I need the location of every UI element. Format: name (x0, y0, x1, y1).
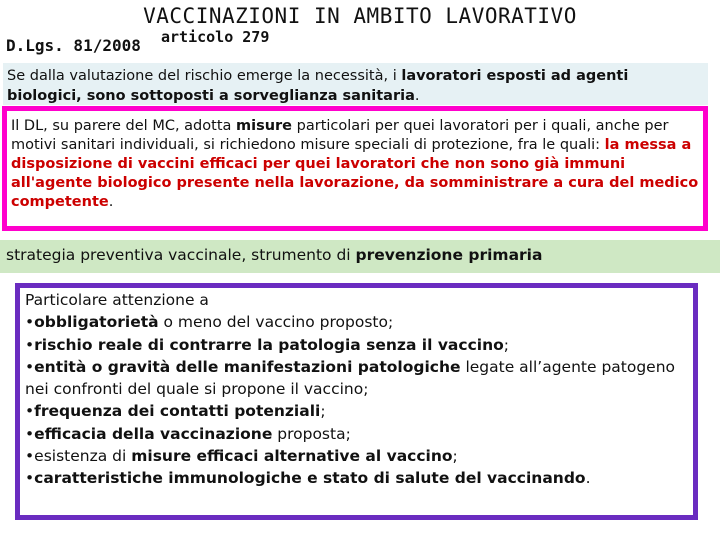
strategy-text: strategia preventiva vaccinale, strumento di (6, 246, 356, 264)
item-text: ; (452, 447, 458, 466)
bullet: • (25, 357, 35, 376)
law-reference: D.Lgs. 81/2008 (6, 36, 141, 55)
bullet: • (25, 335, 35, 354)
item-bold: rischio reale di contrarre la patologia senza il vaccino (34, 335, 504, 354)
box2-bold: misure (236, 118, 293, 134)
list-item (25, 334, 688, 356)
list-item (25, 445, 688, 467)
strategy-bold: prevenzione primaria (355, 246, 543, 264)
item-bold: frequenza dei contatti potenziali (34, 402, 321, 421)
box1-text: Se dalla valutazione del rischio emerge la necessità, i (7, 68, 402, 84)
item-text: ; (503, 335, 509, 354)
item-text: legate all’agente patogeno nei confronti del quale si propone il vaccino; (25, 357, 676, 399)
item-text: ; (320, 402, 326, 421)
list-item (25, 400, 688, 422)
box1-end: . (414, 88, 420, 104)
bullet: • (25, 469, 35, 488)
item-text: . (585, 469, 591, 488)
attention-intro: Particolare attenzione a (25, 291, 209, 309)
item-bold: caratteristiche immunologiche e stato di salute del vaccinando (34, 469, 586, 488)
item-bold: efficacia della vaccinazione (34, 424, 273, 443)
risk-assessment-box (3, 63, 708, 105)
attention-list-box (15, 283, 698, 520)
page-title: VACCINAZIONI IN AMBITO LAVORATIVO (143, 4, 577, 28)
list-item (25, 423, 688, 445)
strategy-banner (0, 240, 720, 273)
list-item (25, 467, 688, 489)
bullet: • (25, 313, 35, 332)
list-item (25, 356, 688, 401)
box2-text: Il DL, su parere del MC, adotta (11, 118, 236, 134)
box1-bold: lavoratori esposti ad agenti biologici, sono sottoposti a sorveglianza sanitaria (7, 68, 629, 104)
item-text: o meno del vaccino proposto; (158, 313, 394, 332)
bullet: • (25, 424, 35, 443)
bullet: • (25, 447, 35, 466)
item-bold: misure efficaci alternative al vaccino (131, 447, 453, 466)
item-text: proposta; (272, 424, 351, 443)
item-bold: obbligatorietà (34, 313, 159, 332)
article-reference: articolo 279 (161, 28, 270, 46)
list-item (25, 311, 688, 333)
box2-end: . (108, 194, 114, 210)
item-prefix: esistenza di (34, 447, 132, 466)
box2-highlight: la messa a disposizione di vaccini efficaci per quei lavoratori che non sono già immuni all'agente biologico presente nella lavorazione, da somministrare a cura del medico competente (11, 137, 699, 210)
employer-measures-box (2, 106, 708, 231)
item-bold: entità o gravità delle manifestazioni patologiche (34, 357, 461, 376)
box2-text-2: particolari per quei lavoratori per i quali, anche per motivi sanitari individuali, si richiedono misure speciali di protezione, fra le quali: (11, 118, 669, 153)
bullet: • (25, 402, 35, 421)
